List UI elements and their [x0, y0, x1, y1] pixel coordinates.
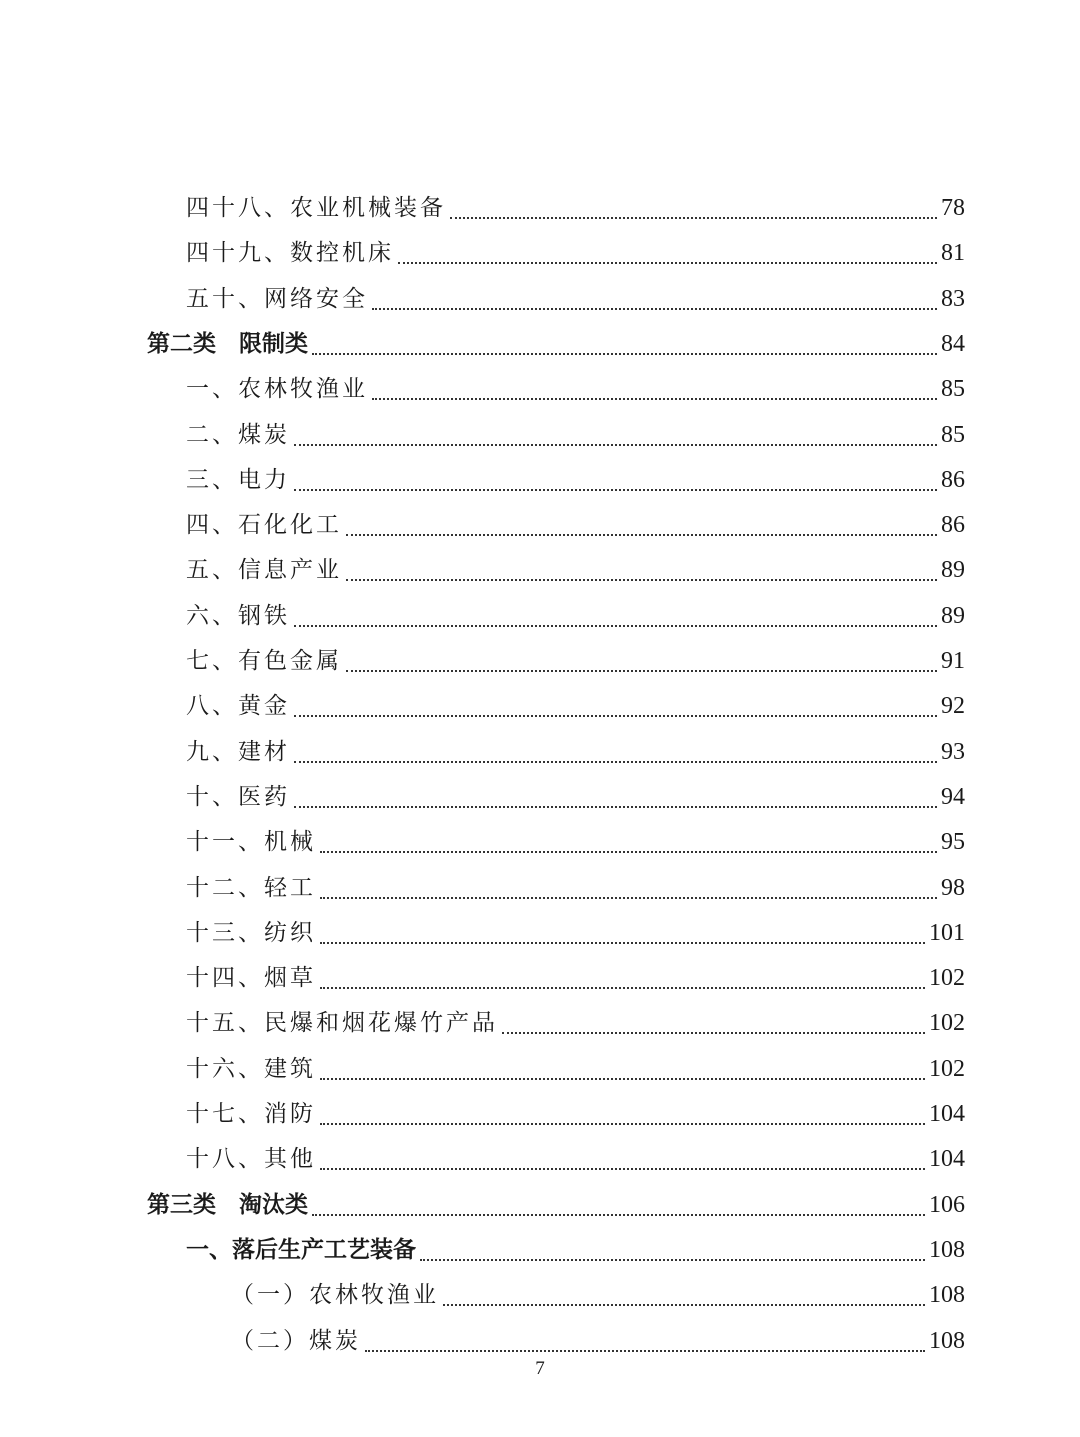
toc-entry[interactable]: [186, 369, 965, 409]
toc-entry-title: 十八、其他: [186, 1146, 316, 1172]
toc-dot-leader: [450, 217, 937, 219]
toc-entry-title: 第三类 淘汰类: [147, 1192, 308, 1218]
toc-entry-page: 106: [929, 1192, 965, 1218]
toc-entry-page: 108: [929, 1328, 965, 1354]
toc-entry-page: 83: [941, 286, 965, 312]
toc-entry-title: 六、钢铁: [186, 603, 290, 629]
toc-entry[interactable]: [186, 732, 965, 772]
toc-entry-title: 十、医药: [186, 784, 290, 810]
toc-entry[interactable]: [186, 913, 965, 953]
toc-entry-page: 81: [941, 240, 965, 266]
toc-dot-leader: [443, 1304, 925, 1306]
toc-entry[interactable]: [186, 233, 965, 273]
toc-entry[interactable]: [186, 188, 965, 228]
toc-entry[interactable]: [186, 777, 965, 817]
toc-entry-title: 十七、消防: [186, 1101, 316, 1127]
toc-dot-leader: [294, 806, 937, 808]
toc-dot-leader: [372, 308, 937, 310]
toc-entry[interactable]: [186, 279, 965, 319]
toc-dot-leader: [320, 851, 937, 853]
toc-entry-title: 十四、烟草: [186, 965, 316, 991]
toc-dot-leader: [320, 1078, 925, 1080]
toc-entry-page: 104: [929, 1101, 965, 1127]
toc-entry-page: 104: [929, 1146, 965, 1172]
toc-entry-page: 93: [941, 739, 965, 765]
toc-entry-page: 85: [941, 422, 965, 448]
toc-dot-leader: [320, 1168, 925, 1170]
toc-entry-page: 92: [941, 693, 965, 719]
toc-entry[interactable]: [186, 822, 965, 862]
toc-entry-title: 十一、机械: [186, 829, 316, 855]
toc-entry-title: 四十八、农业机械装备: [186, 195, 446, 221]
toc-dot-leader: [294, 715, 937, 717]
toc-entry-title: （二）煤炭: [231, 1328, 361, 1354]
toc-entry-title: 五十、网络安全: [186, 286, 368, 312]
toc-entry-title: 四十九、数控机床: [186, 240, 394, 266]
toc-dot-leader: [312, 353, 937, 355]
toc-entry[interactable]: [231, 1275, 965, 1315]
toc-entry[interactable]: [186, 1139, 965, 1179]
toc-dot-leader: [502, 1032, 925, 1034]
page-number: 7: [535, 1358, 545, 1379]
toc-dot-leader: [346, 534, 937, 536]
toc-entry-page: 86: [941, 467, 965, 493]
toc-entry-title: 九、建材: [186, 739, 290, 765]
toc-dot-leader: [294, 761, 937, 763]
toc-entry-page: 89: [941, 603, 965, 629]
toc-entry-title: 八、黄金: [186, 693, 290, 719]
toc-dot-leader: [294, 444, 937, 446]
toc-entry-page: 89: [941, 557, 965, 583]
toc-dot-leader: [294, 489, 937, 491]
toc-entry-title: 五、信息产业: [186, 557, 342, 583]
toc-dot-leader: [365, 1350, 925, 1352]
toc-entry[interactable]: [186, 1003, 965, 1043]
toc-entry[interactable]: [147, 1185, 965, 1225]
toc-dot-leader: [320, 1123, 925, 1125]
toc-entry-page: 91: [941, 648, 965, 674]
toc-dot-leader: [320, 942, 925, 944]
toc-entry-page: 102: [929, 1010, 965, 1036]
toc-dot-leader: [320, 897, 937, 899]
toc-dot-leader: [346, 579, 937, 581]
toc-entry[interactable]: [186, 868, 965, 908]
toc-entry-title: 十二、轻工: [186, 875, 316, 901]
toc-dot-leader: [420, 1259, 925, 1261]
toc-entry-page: 78: [941, 195, 965, 221]
toc-entry-title: （一）农林牧渔业: [231, 1282, 439, 1308]
toc-entry-title: 二、煤炭: [186, 422, 290, 448]
toc-entry-page: 95: [941, 829, 965, 855]
toc-dot-leader: [398, 262, 937, 264]
toc-entry-title: 四、石化化工: [186, 512, 342, 538]
toc-entry[interactable]: [186, 686, 965, 726]
toc-entry-page: 101: [929, 920, 965, 946]
toc-entry-title: 十六、建筑: [186, 1056, 316, 1082]
toc-entry-page: 94: [941, 784, 965, 810]
toc-dot-leader: [372, 398, 937, 400]
toc-dot-leader: [294, 625, 937, 627]
toc-entry-title: 十五、民爆和烟花爆竹产品: [186, 1010, 498, 1036]
toc-entry-page: 84: [941, 331, 965, 357]
toc-entry[interactable]: [186, 415, 965, 455]
toc-entry-title: 一、落后生产工艺装备: [186, 1237, 416, 1263]
toc-entry[interactable]: [186, 641, 965, 681]
toc-entry-page: 86: [941, 512, 965, 538]
toc-entry[interactable]: [147, 324, 965, 364]
toc-entry-title: 十三、纺织: [186, 920, 316, 946]
toc-entry[interactable]: [186, 550, 965, 590]
toc-entry-title: 一、农林牧渔业: [186, 376, 368, 402]
toc-entry[interactable]: [186, 596, 965, 636]
toc-entry-page: 102: [929, 1056, 965, 1082]
toc-entry[interactable]: [186, 1230, 965, 1270]
toc-dot-leader: [312, 1214, 925, 1216]
toc-entry[interactable]: [186, 460, 965, 500]
toc-entry[interactable]: [231, 1321, 965, 1361]
toc-entry-title: 三、电力: [186, 467, 290, 493]
toc-entry[interactable]: [186, 1049, 965, 1089]
toc-entry-page: 102: [929, 965, 965, 991]
toc-entry-title: 第二类 限制类: [147, 331, 308, 357]
toc-entry-page: 108: [929, 1237, 965, 1263]
toc-entry[interactable]: [186, 1094, 965, 1134]
toc-entry-title: 七、有色金属: [186, 648, 342, 674]
toc-entry-page: 108: [929, 1282, 965, 1308]
toc-entry[interactable]: [186, 505, 965, 545]
toc-entry-page: 85: [941, 376, 965, 402]
toc-entry-page: 98: [941, 875, 965, 901]
toc-dot-leader: [346, 670, 937, 672]
toc-entry[interactable]: [186, 958, 965, 998]
toc-dot-leader: [320, 987, 925, 989]
